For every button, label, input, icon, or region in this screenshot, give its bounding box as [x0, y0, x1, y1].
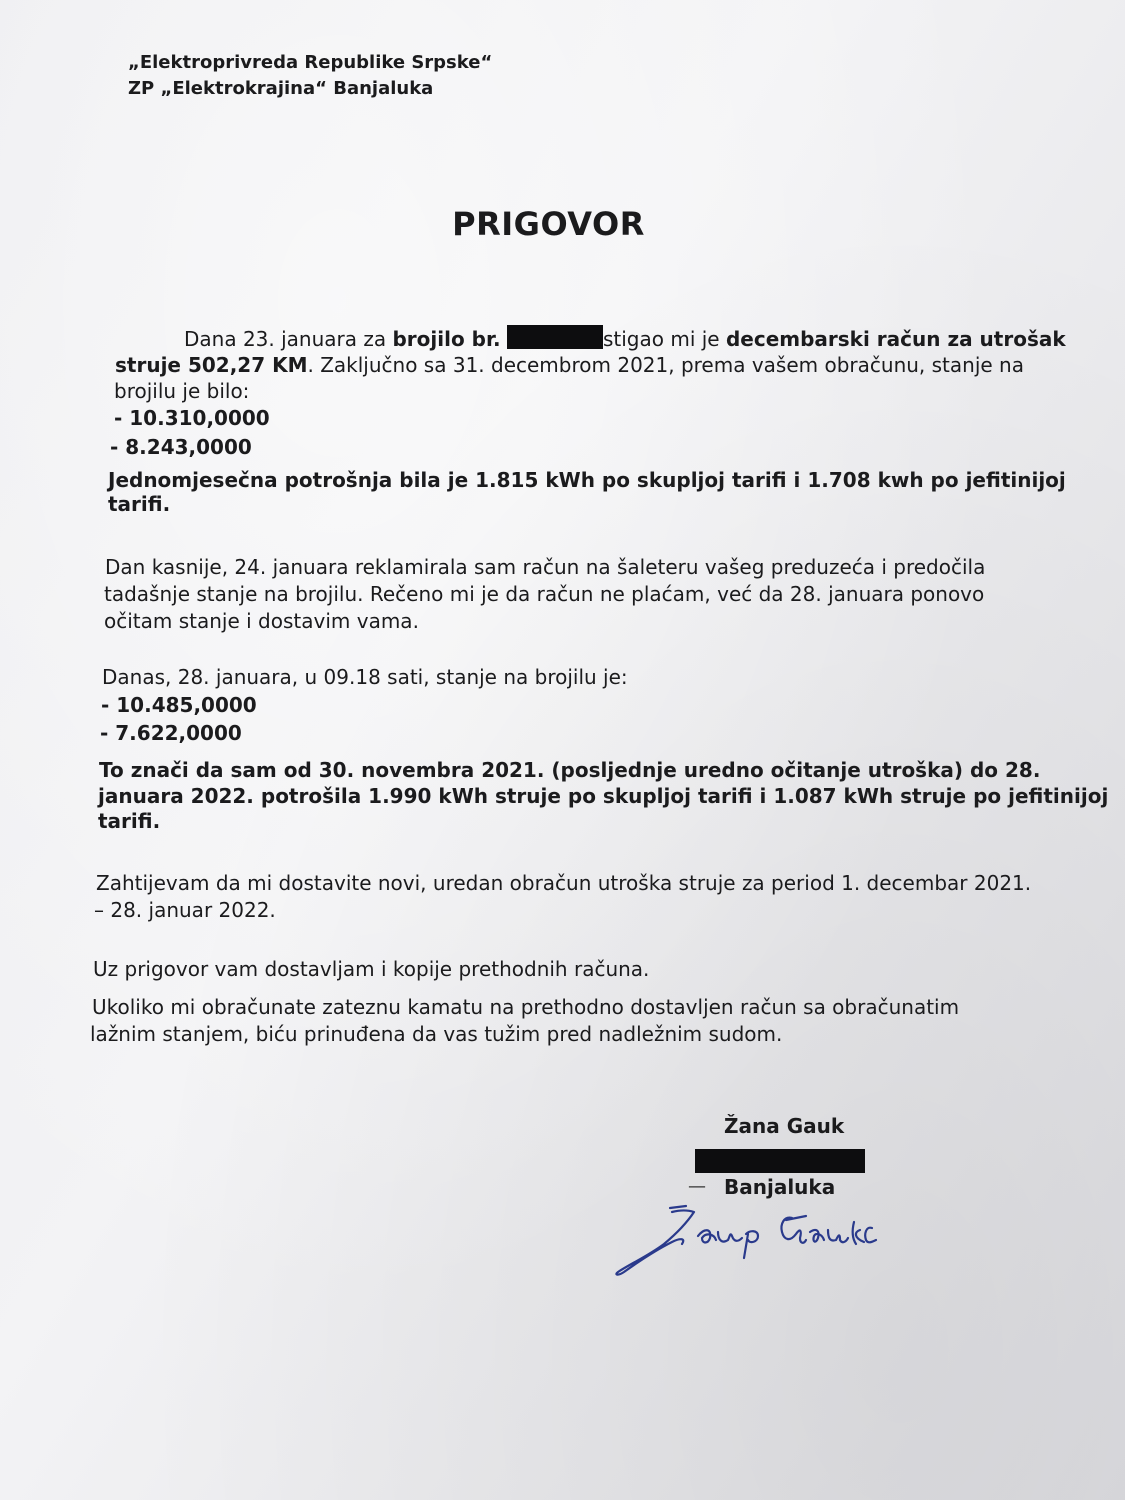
para1-text-a: Dana 23. januara za	[184, 327, 393, 351]
bill-amount: struje 502,27 KM	[115, 353, 308, 377]
para1-line-7: tarifi.	[108, 492, 171, 516]
para3-line-1: Danas, 28. januara, u 09.18 sati, stanje na brojilu je:	[102, 665, 628, 689]
para3-line-6: tarifi.	[98, 809, 161, 833]
sender-city: Banjaluka	[724, 1175, 836, 1199]
para3-line-4: To znači da sam od 30. novembra 2021. (posljednje uredno očitanje utroška) do 28.	[99, 758, 1041, 782]
current-reading-2: - 7.622,0000	[100, 721, 242, 745]
address-redaction	[695, 1149, 865, 1173]
meter-label: brojilo br.	[392, 327, 501, 351]
recipient-line-1: „Elektroprivreda Republike Srpske“	[128, 52, 493, 73]
para1-line-2	[115, 352, 1024, 378]
billed-reading-1: - 10.310,0000	[114, 406, 270, 430]
para2-line-2: tadašnje stanje na brojilu. Rečeno mi je da račun ne plaćam, već da 28. januara ponovo	[104, 582, 985, 606]
para5-line-3: lažnim stanjem, biću prinuđena da vas tužim pred nadležnim sudom.	[90, 1022, 783, 1046]
para1-text-c: stigao mi je	[602, 327, 726, 351]
city-dash: —	[688, 1176, 706, 1197]
para4-line-1: Zahtijevam da mi dostavite novi, uredan obračun utroška struje za period 1. decembar 2021.	[96, 871, 1032, 895]
billed-reading-2: - 8.243,0000	[110, 435, 252, 459]
para4-line-2: – 28. januar 2022.	[94, 898, 276, 922]
meter-number-redaction	[507, 325, 603, 349]
para1-text-e: . Zaključno sa 31. decembrom 2021, prema vašem obračunu, stanje na	[307, 353, 1024, 377]
para5-line-2: Ukoliko mi obračunate zateznu kamatu na prethodno dostavljen račun sa obračunatim	[92, 995, 960, 1019]
handwritten-signature	[610, 1198, 880, 1288]
para5-line-1: Uz prigovor vam dostavljam i kopije prethodnih računa.	[93, 957, 650, 981]
para1-line-3: brojilu je bilo:	[114, 379, 250, 403]
sender-name: Žana Gauk	[724, 1114, 845, 1138]
para2-line-3: očitam stanje i dostavim vama.	[104, 609, 419, 633]
para1-line-1	[184, 325, 1066, 352]
para2-line-1: Dan kasnije, 24. januara reklamirala sam račun na šaleteru vašeg preduzeća i predočila	[105, 555, 986, 579]
para1-line-6: Jednomjesečna potrošnja bila je 1.815 kWh po skupljoj tarifi i 1.708 kwh po jefitinijoj	[108, 468, 1066, 492]
document-title: PRIGOVOR	[452, 205, 645, 243]
current-reading-1: - 10.485,0000	[101, 693, 257, 717]
para1-text-d: decembarski račun za utrošak	[725, 327, 1066, 351]
para3-line-5: januara 2022. potrošila 1.990 kWh struje po skupljoj tarifi i 1.087 kWh struje po jefitinijoj	[98, 784, 1109, 808]
recipient-line-2: ZP „Elektrokrajina“ Banjaluka	[128, 78, 434, 99]
